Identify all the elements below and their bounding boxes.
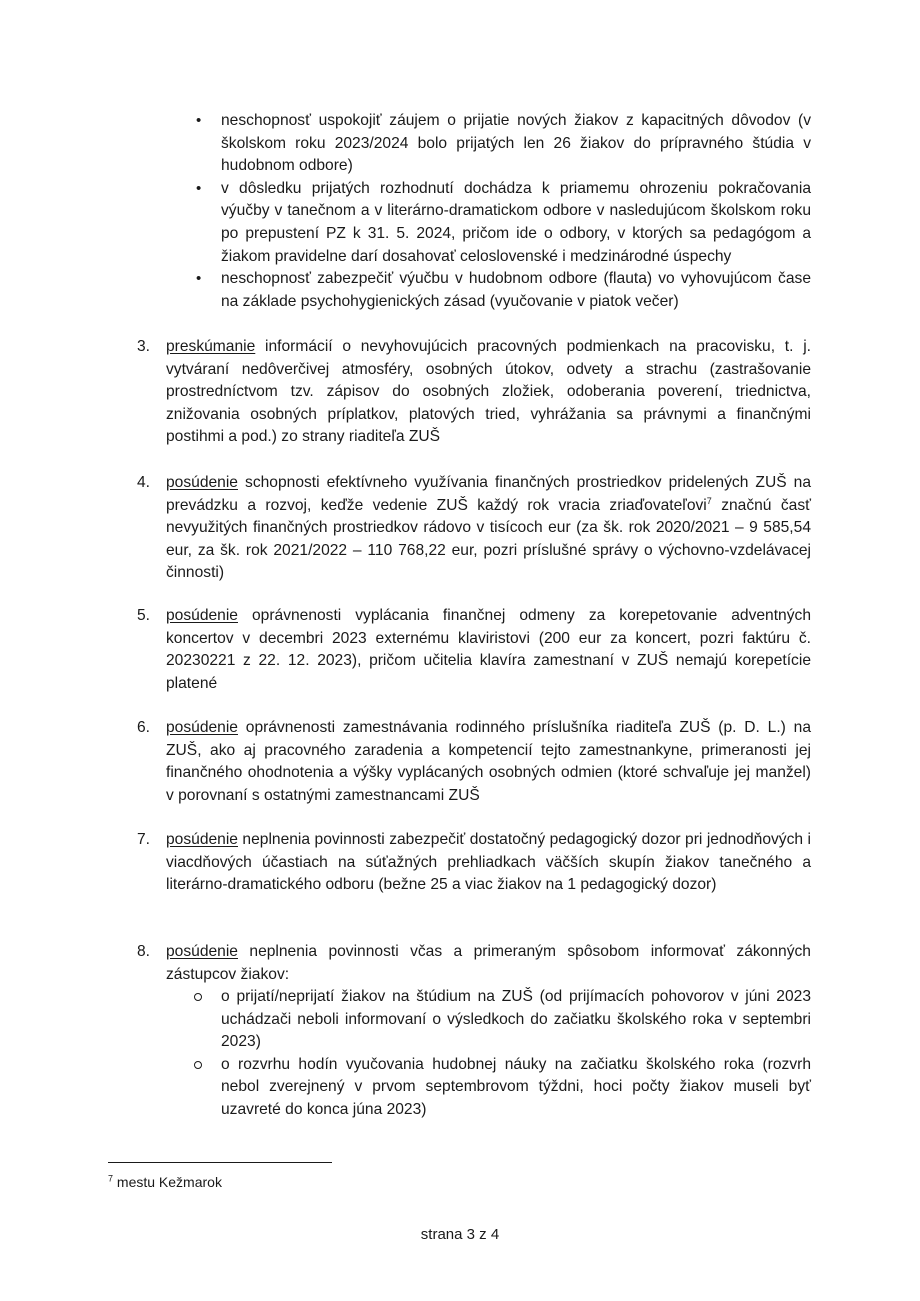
item-keyword: posúdenie	[166, 607, 238, 624]
bullet-item: • v dôsledku prijatých rozhodnutí dochádza k priamemu ohrozeniu pokračovania výučby v tanečnom a v literárno-dramatickom odbore v nasledujúcom školskom roku po prepustení PZ k 31. 5. 2024, pričom ide o odbory, v ktorých sa pedagógom a žiakom pravidelne darí dosahovať celoslovenské i medzinárodné úspechy	[194, 178, 811, 268]
sub-bullet-text: o prijatí/neprijatí žiakov na štúdium na ZUŠ (od prijímacích pohovorov v júni 2023 uchádzači neboli informovaní o výsledkoch do začiatku školského roka v septembri 2023)	[221, 988, 811, 1051]
item-body: oprávnenosti zamestnávania rodinného príslušníka riaditeľa ZUŠ (p. D. L.) na ZUŠ, ako aj pracovného zaradenia a kompetencií tejto zamestnankyne, primeranosti jej finančného ohodnotenia a výšky vyplácaných osobných odmien (ktoré schvaľuje jej manžel) v porovnaní s ostatnými zamestnancami ZUŠ	[166, 719, 811, 804]
item-text	[166, 941, 811, 986]
bullet-item: • neschopnosť zabezpečiť výučbu v hudobnom odbore (flauta) vo vyhovujúcom čase na základe psychohygienických zásad (vyučovanie v piatok večer)	[194, 268, 811, 313]
item-keyword: posúdenie	[166, 719, 238, 736]
bullet-list	[194, 110, 811, 313]
item-body: neplnenia povinnosti včas a primeraným spôsobom informovať zákonných zástupcov žiakov:	[166, 943, 811, 983]
item-text	[166, 336, 811, 449]
item-number: 8.	[137, 943, 151, 960]
list-item-5	[137, 605, 811, 695]
item-keyword: posúdenie	[166, 943, 238, 960]
sub-bullet-text: o rozvrhu hodín vyučovania hudobnej náuky na začiatku školského roka (rozvrh nebol zverejnený v prvom septembrovom týždni, hoci počty žiakov museli byť uzavreté do konca júna 2023)	[221, 1055, 811, 1118]
item-text	[166, 829, 811, 897]
footnote-reference[interactable]: 7	[706, 495, 712, 506]
list-item-4	[137, 472, 811, 585]
item-number: 7.	[137, 831, 151, 848]
item-keyword: posúdenie	[166, 474, 238, 491]
item-body: neplnenia povinnosti zabezpečiť dostatočný pedagogický dozor pri jednodňových i viacdňových účastiach na súťažných prehliadkach väčších skupín žiakov tanečného a literárno-dramatického odboru (bežne 25 a viac žiakov na 1 pedagogický dozor)	[166, 831, 811, 894]
item-body: schopnosti efektívneho využívania finančných prostriedkov pridelených ZUŠ na prevádzku a rozvoj, keďže vedenie ZUŠ každý rok vracia zriaďovateľovi	[166, 474, 811, 514]
item-text	[166, 472, 811, 585]
item-keyword: preskúmanie	[166, 338, 256, 355]
page-number: strana 3 z 4	[420, 1226, 500, 1243]
item-number: 4.	[137, 474, 151, 491]
bullet-item: • neschopnosť uspokojiť záujem o prijatie nových žiakov z kapacitných dôvodov (v školskom roku 2023/2024 bolo prijatých len 26 žiakov do prípravného štúdia v hudobnom odbore)	[194, 110, 811, 178]
sub-bullet-item	[194, 986, 811, 1054]
list-item-7	[137, 829, 811, 897]
item-body: značnú časť nevyužitých finančných prostriedkov rádovo v tisícoch eur (za šk. rok 2020/2021 – 9 585,54 eur, za šk. rok 2021/2022 – 110 768,22 eur, pozri príslušné správy o výchovno-vzdelávacej činnosti)	[166, 496, 811, 582]
item-number: 6.	[137, 719, 151, 736]
item-number: 3.	[137, 338, 151, 355]
sub-bullet-item	[194, 1054, 811, 1122]
footnote	[108, 1172, 222, 1192]
footnote-marker: 7	[108, 1173, 114, 1184]
list-item-8	[137, 941, 811, 986]
footnote-text: mestu Kežmarok	[113, 1174, 222, 1190]
item-body: oprávnenosti vyplácania finančnej odmeny za korepetovanie adventných koncertov v decembri 2023 externému klaviristovi (200 eur za koncert, pozri faktúru č. 20230221 z 22. 12. 2023), pričom učitelia klavíra zamestnaní v ZUŠ nemajú korepetície platené	[166, 607, 811, 692]
footnote-separator	[108, 1162, 332, 1163]
list-item-3	[137, 336, 811, 449]
sub-bullet-list	[194, 986, 811, 1122]
circle-bullet-icon	[194, 1061, 202, 1069]
circle-bullet-icon	[194, 993, 202, 1001]
item-text	[166, 605, 811, 695]
item-text	[166, 717, 811, 807]
list-item-6	[137, 717, 811, 807]
item-body: informácií o nevyhovujúcich pracovných podmienkach na pracovisku, t. j. vytváraní nedôverčivej atmosféry, osobných útokov, odvety a strachu (zastrašovanie prostredníctvom tzv. zápisov do osobných zložiek, odoberania poverení, triednictva, znižovania osobných príplatkov, platových tried, vyhrážania sa právnymi a finančnými postihmi a pod.) zo strany riaditeľa ZUŠ	[166, 338, 811, 446]
item-keyword: posúdenie	[166, 831, 238, 848]
item-number: 5.	[137, 607, 151, 624]
